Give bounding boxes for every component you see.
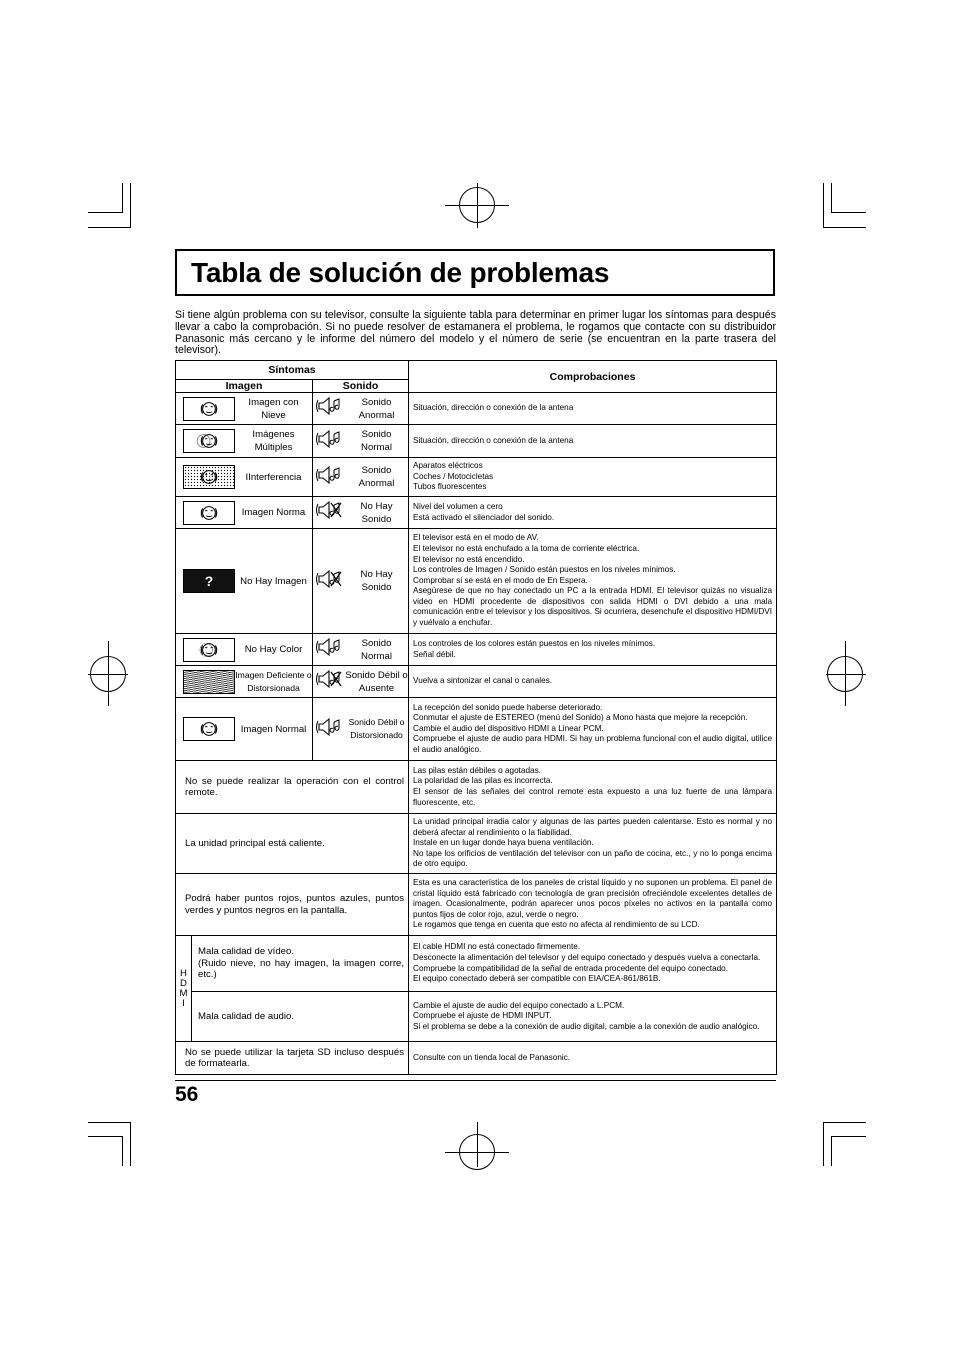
picture-symptom-icon xyxy=(183,465,235,489)
image-symptom-cell xyxy=(176,393,313,425)
sound-symptom-cell xyxy=(313,634,409,666)
speaker-muted-icon xyxy=(315,500,345,525)
speaker-icon xyxy=(315,396,345,421)
crop-mark xyxy=(831,1136,832,1166)
speaker-icon xyxy=(315,717,345,742)
crop-mark xyxy=(831,1136,866,1137)
speaker-muted-icon xyxy=(315,669,345,694)
registration-mark xyxy=(845,641,846,706)
picture-symptom-icon xyxy=(183,397,235,421)
sound-symptom-label: Sonido Anormal xyxy=(358,465,395,489)
check-line: El televisor está en el modo de AV. xyxy=(413,533,539,543)
checks-cell xyxy=(409,698,777,761)
symptom-row xyxy=(176,698,777,761)
speaker-icon xyxy=(315,637,345,662)
check-line: Comprobar si se está en el modo de En Espera. xyxy=(413,575,588,585)
crop-mark xyxy=(130,183,131,228)
check-line: Compruebe la compatibilidad de la señal de entrada procedente del equipo conectado. xyxy=(413,963,729,973)
symptom-cell: No se puede utilizar la tarjeta SD incluso después de formatearla. xyxy=(176,1042,409,1075)
check-line: La polaridad de las pilas es incorrecta. xyxy=(413,776,553,786)
checks-cell xyxy=(409,634,777,666)
speaker-icon xyxy=(315,429,345,454)
image-symptom-label: Imágenes Múltiples xyxy=(252,429,295,453)
crop-mark xyxy=(122,1136,123,1166)
image-header: Imagen xyxy=(176,380,313,393)
symptom-row xyxy=(176,393,777,425)
image-symptom xyxy=(176,428,312,454)
page-number: 56 xyxy=(175,1083,199,1106)
check-line: La recepción del sonido puede haberse deteriorado. xyxy=(413,702,603,712)
crop-mark xyxy=(823,1122,866,1123)
sound-symptom-cell xyxy=(313,393,409,425)
check-line: El televisor no está enchufado a la toma de corriente eléctrica. xyxy=(413,543,640,553)
symptom-row xyxy=(176,497,777,529)
image-symptom-cell xyxy=(176,529,313,634)
speaker-muted-icon xyxy=(315,569,345,594)
checks-cell xyxy=(409,936,777,992)
checks-cell: Situación, dirección o conexión de la antena xyxy=(409,393,777,425)
check-line: Conmutar el ajuste de ESTEREO (menú del Sonido) a Mono hasta que mejore la recepción. xyxy=(413,713,748,723)
symptom-row xyxy=(176,666,777,698)
image-symptom xyxy=(176,465,312,489)
sound-symptom-cell xyxy=(313,666,409,698)
sound-symptom-label: Sonido Débil o Ausente xyxy=(345,669,408,694)
symptom-cell: No se puede realizar la operación con el control remote. xyxy=(176,761,409,814)
registration-mark xyxy=(108,641,109,706)
check-line: El televisor no está encendido. xyxy=(413,554,525,564)
hdmi-letter: D xyxy=(180,977,187,989)
crop-mark xyxy=(88,212,123,213)
sound-symptom xyxy=(313,716,408,742)
intro-paragraph: Si tiene algún problema con su televisor, consulte la siguiente tabla para determinar en primer lugar los síntomas para después llevar a cabo la comprobación. Si no puede resolver de estamanera el problema, le rogamos que contacte con su distribuidor Panasonic más cercano y le informe del número del modelo y el número de serie (se encuentran en la parte trasera del televisor). xyxy=(175,309,776,357)
image-symptom-label: No Hay Color xyxy=(244,644,303,655)
sound-symptom-cell xyxy=(313,497,409,529)
check-line: Nivel del volumen a cero xyxy=(413,501,503,511)
crop-mark xyxy=(831,212,866,213)
sound-symptom xyxy=(313,669,408,695)
title-box xyxy=(175,249,775,296)
checks-cell xyxy=(409,497,777,529)
crop-mark xyxy=(122,183,123,213)
check-line: Aparatos eléctricos xyxy=(413,461,483,471)
registration-mark xyxy=(477,1122,478,1167)
check-line: Esta es una característica de los paneles de cristal líquido y no suponen un problema. El panel de cristal líquido está fabricado con tecnología de gran precisión ofreciéndole excelentes detalles de imagen. Ocasionalmente, podrán aparecer unos pocos píxeles no activos en la pantalla como puntos fijos de color rojo, azul, verde o negro. xyxy=(413,878,773,919)
symptom-cell: Podrá haber puntos rojos, puntos azules, puntos verdes y puntos negros en la pantalla. xyxy=(176,874,409,936)
sound-symptom-label: Sonido Normal xyxy=(361,637,392,662)
check-line: La unidad principal irradia calor y algunas de las partes pueden calentarse. Esto es normal y no deberá afectar al rendimiento o la fiabilidad. xyxy=(413,817,773,837)
check-line: Los controles de Imagen / Sonido están puestos en los niveles mínimos. xyxy=(413,565,676,575)
check-line: Tubos fluorescentes xyxy=(413,482,487,492)
crop-mark xyxy=(88,227,131,228)
hdmi-row xyxy=(176,992,777,1042)
sound-symptom-label: Sonido Normal xyxy=(361,429,392,453)
crop-mark xyxy=(88,1136,123,1137)
check-line: El sensor de las señales del control remote esta expuesto a una luz fuerte de una lámpara fluorescente, etc. xyxy=(413,787,773,807)
image-symptom-cell xyxy=(176,666,313,698)
hdmi-letter: M xyxy=(179,987,188,999)
image-symptom xyxy=(176,396,312,422)
crop-mark xyxy=(823,183,824,228)
symptom-row xyxy=(176,761,777,814)
symptom-row xyxy=(176,814,777,874)
registration-mark xyxy=(477,183,478,228)
symptom-cell: Mala calidad de vídeo. (Ruido nieve, no hay imagen, la imagen corre, etc.) xyxy=(192,936,409,992)
troubleshooting-table xyxy=(175,360,777,1075)
sound-header: Sonido xyxy=(313,380,409,393)
checks-cell xyxy=(409,458,777,497)
symptom-row xyxy=(176,1042,777,1075)
check-line: Los controles de los colores están puestos en los niveles mínimos. xyxy=(413,638,656,648)
sound-symptom-label: No Hay Sonido xyxy=(360,500,393,525)
symptom-row xyxy=(176,425,777,458)
hdmi-row xyxy=(176,936,777,992)
check-line: Compruebe el ajuste de HDMI INPUT. xyxy=(413,1011,552,1021)
sound-symptom-label: No Hay Sonido xyxy=(360,569,393,593)
sound-symptom-label: Sonido Débil o Distorsionado xyxy=(348,717,405,740)
symptoms-header: Síntomas xyxy=(176,361,409,380)
question-mark-icon: ? xyxy=(204,573,214,589)
sound-symptom xyxy=(313,428,408,454)
image-symptom-label: Imagen Deficiente o Distorsionada xyxy=(235,669,312,693)
image-symptom xyxy=(176,569,312,593)
sound-symptom xyxy=(313,396,408,422)
picture-symptom-icon xyxy=(183,429,235,453)
image-symptom-label: No Hay Imagen xyxy=(240,575,307,587)
page-title: Tabla de solución de problemas xyxy=(191,257,610,288)
sound-symptom-cell xyxy=(313,458,409,497)
sound-symptom-label: Sonido Anormal xyxy=(358,396,395,421)
checks-cell xyxy=(409,874,777,936)
sound-symptom xyxy=(313,568,408,594)
checks-cell xyxy=(409,529,777,634)
checks-cell xyxy=(409,814,777,874)
sound-symptom xyxy=(313,500,408,526)
check-line: El cable HDMI no está conectado firmemente. xyxy=(413,942,581,952)
header-row xyxy=(176,361,777,380)
check-line: Asegúrese de que no hay conectado un PC a la entrada HDMI. El televisor quizás no visualiza video en HDMI procedente de dispositivos con salida HDMI o DVI debido a una mala comunicación entre el televisor y los dispositivos. Si ocurriera, desenchufe el dispositivo HDMI/DVI y vuélvalo a enchufar. xyxy=(413,586,773,628)
checks-header: Comprobaciones xyxy=(409,361,777,393)
image-symptom-cell xyxy=(176,698,313,761)
check-line: Señal débil. xyxy=(413,649,456,659)
sound-symptom-cell xyxy=(313,698,409,761)
image-symptom-label: Imagen Norma xyxy=(241,507,306,518)
registration-mark xyxy=(826,674,866,675)
sound-symptom xyxy=(313,464,408,490)
image-symptom-label: IInterferencia xyxy=(245,471,302,483)
image-symptom-label: Imagen con Nieve xyxy=(248,396,299,421)
picture-symptom-icon xyxy=(183,569,235,593)
check-line: Cambie el audio del dispositivo HDMI a Linear PCM. xyxy=(413,723,604,733)
picture-symptom-icon xyxy=(183,638,235,662)
crop-mark xyxy=(823,1122,824,1166)
symptom-row xyxy=(176,874,777,936)
check-line: Le rogamos que tenga en cuenta que esto no afecta al rendimiento de su LCD. xyxy=(413,920,700,930)
symptom-cell: La unidad principal está caliente. xyxy=(176,814,409,874)
checks-cell xyxy=(409,992,777,1042)
crop-mark xyxy=(130,1122,131,1166)
check-line: Compruebe el ajuste de audio para HDMI. Si hay un problema funcional con el audio digital, utilice el audio analógico. xyxy=(413,734,773,754)
checks-cell: Vuelva a sintonizar el canal o canales. xyxy=(409,666,777,698)
picture-symptom-icon xyxy=(183,670,235,694)
sound-symptom-cell xyxy=(313,529,409,634)
image-symptom-label: Imagen Normal xyxy=(240,723,307,735)
check-line: No tape los orificios de ventilación del televisor con un paño de cocina, etc., y no lo ponga encima de otro equipo. xyxy=(413,848,773,869)
crop-mark xyxy=(823,227,866,228)
sound-symptom xyxy=(313,637,408,663)
symptom-row xyxy=(176,458,777,497)
image-symptom-cell xyxy=(176,425,313,458)
image-symptom-cell xyxy=(176,497,313,529)
image-symptom xyxy=(176,501,312,525)
checks-cell: Consulte con un tienda local de Panasonic. xyxy=(409,1042,777,1075)
check-line: Desconecte la alimentación del televisor y del equipo conectado y después vuelva a conectarla. xyxy=(413,952,761,962)
hdmi-letter: I xyxy=(182,997,185,1009)
symptom-cell: Mala calidad de audio. xyxy=(192,992,409,1042)
bottom-rule xyxy=(175,1080,776,1081)
image-symptom xyxy=(176,669,312,695)
check-line: El equipo conectado deberá ser compatible con EIA/CEA-861/861B. xyxy=(413,974,661,984)
hdmi-letter: H xyxy=(180,967,187,979)
picture-symptom-icon xyxy=(183,501,235,525)
crop-mark xyxy=(831,183,832,213)
image-symptom xyxy=(176,717,312,741)
symptom-row xyxy=(176,634,777,666)
check-line: Coches / Motocicletas xyxy=(413,471,494,481)
check-line: Cambie el ajuste de audio del equipo conectado a L.PCM. xyxy=(413,1000,625,1010)
hdmi-label xyxy=(176,936,192,1042)
sound-symptom-cell xyxy=(313,425,409,458)
crop-mark xyxy=(88,1122,131,1123)
check-line: Las pilas están débiles o agotadas. xyxy=(413,765,541,775)
check-line: Está activado el silenciador del sonido. xyxy=(413,512,555,522)
check-line: Si el problema se debe a la conexión de audio digital, cambie a la conexión de audio analógico. xyxy=(413,1021,760,1031)
speaker-icon xyxy=(315,465,345,490)
checks-cell xyxy=(409,761,777,814)
image-symptom-cell xyxy=(176,458,313,497)
checks-cell: Situación, dirección o conexión de la antena xyxy=(409,425,777,458)
symptom-row xyxy=(176,529,777,634)
check-line: Instale en un lugar donde haya buena ventilación. xyxy=(413,838,594,848)
image-symptom xyxy=(176,638,312,662)
picture-symptom-icon xyxy=(183,717,235,741)
image-symptom-cell xyxy=(176,634,313,666)
